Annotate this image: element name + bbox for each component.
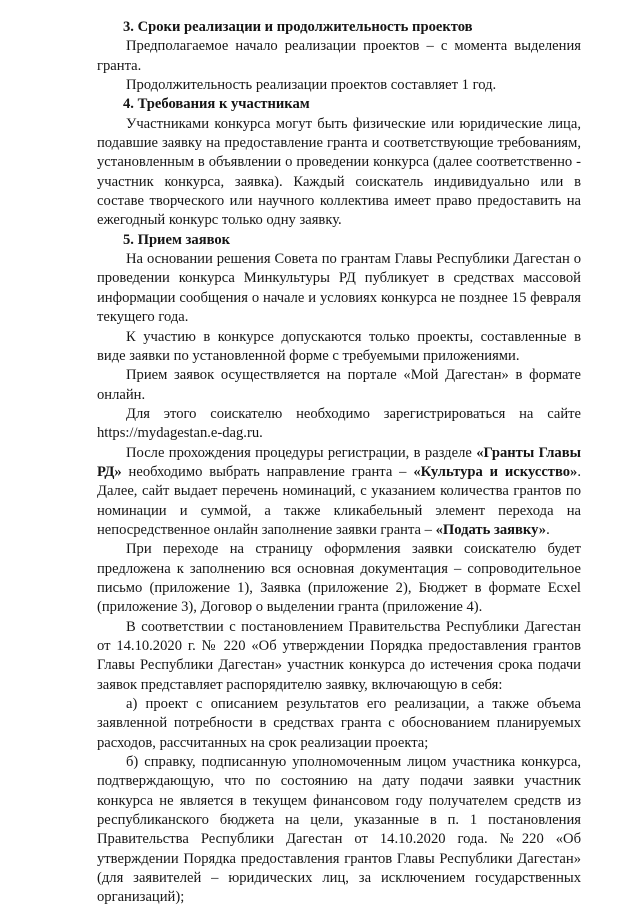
section-5-paragraph-3: Прием заявок осуществляется на портале «Мой Дагестан» в формате онлайн. — [97, 367, 581, 403]
section-5-paragraph-1: На основании решения Совета по грантам Главы Республики Дагестан о проведении конкурса Минкультуры РД публикует в средствах массовой информации сообщения о начале и условиях конкурса не позднее 15 февраля текущего года. — [97, 251, 581, 326]
section-4-heading: 4. Требования к участникам — [123, 96, 310, 113]
p5-text-e: . — [546, 521, 550, 538]
section-5-paragraph-7: В соответствии с постановлением Правительства Республики Дагестан от 14.10.2020 г. № 220 «Об утверждении Порядка предоставления грантов Главы Республики Дагестан» участник конкурса до истечения срока подачи заявок представляет распорядителю заявку, включающую в себя: — [97, 618, 581, 693]
section-5-paragraph-6: При переходе на страницу оформления заявки соискателю будет предложена к заполнению вся основная документация – сопроводительное письмо (приложение 1), Заявка (приложение 2), Бюджет в формате Ecxel (приложение 3), Договор о выделении гранта (приложение 4). — [97, 541, 581, 616]
section-5-paragraph-2: К участию в конкурсе допускаются только проекты, составленные в виде заявки по установленной форме с требуемыми приложениями. — [97, 328, 581, 364]
section-4-paragraph-1: Участниками конкурса могут быть физические или юридические лица, подавшие заявку на предоставление гранта и соответствующие требованиям, установленным в объявлении о проведении конкурса (далее соответственно - участник конкурса, заявка). Каждый соискатель индивидуально или в составе творческого или научного коллектива имеет право предоставить на ежегодный конкурс только одну заявку. — [97, 115, 581, 229]
section-5-item-a: а) проект с описанием результатов его реализации, а также объема заявленной потребности в средствах гранта с обоснованием планируемых расходов, рассчитанных на срок реализации проекта; — [97, 696, 581, 751]
section-3-paragraph-1: Предполагаемое начало реализации проектов – с момента выделения гранта. — [97, 38, 581, 74]
document-body — [97, 18, 581, 908]
section-3-heading: 3. Сроки реализации и продолжительность проектов — [123, 19, 473, 35]
section-3-paragraph-2: Продолжительность реализации проектов составляет 1 год. — [126, 77, 497, 94]
section-5-heading: 5. Прием заявок — [123, 231, 231, 248]
p5-text-a: После прохождения процедуры регистрации, в разделе — [126, 444, 477, 461]
submit-application-label: «Подать заявку» — [435, 521, 547, 538]
section-5-item-b: б) справку, подписанную уполномоченным лицом участника конкурса, подтверждающую, что по состоянию на дату подачи заявки участник конкурса не является в текущем финансовом году получателем средств из республиканского бюджета на цели, указанные в п. 1 постановления Правительства Республики Дагестан от 14.10.2020 года. №220 «Об утверждении Порядка предоставления грантов Главы Республики Дагестан» (для заявителей – юридических лиц, за исключением государственных организаций); — [97, 754, 581, 906]
section-5-paragraph-4: Для этого соискателю необходимо зарегистрироваться на сайте https://mydagestan.e-dag.ru. — [97, 405, 581, 442]
p5-text-d: . Далее, сайт выдает перечень номинаций, с указанием количества грантов по номинации и суммой, а также кликабельный элемент перехода на непосредственное онлайн заполнение заявки гранта – — [97, 463, 581, 538]
section-5-paragraph-5 — [97, 444, 581, 541]
p5-text-c: необходимо выбрать направление гранта – — [121, 463, 414, 480]
grant-direction-name: «Культура и искусство» — [413, 463, 578, 480]
grants-section-name: «Гранты Главы РД» — [97, 444, 582, 480]
